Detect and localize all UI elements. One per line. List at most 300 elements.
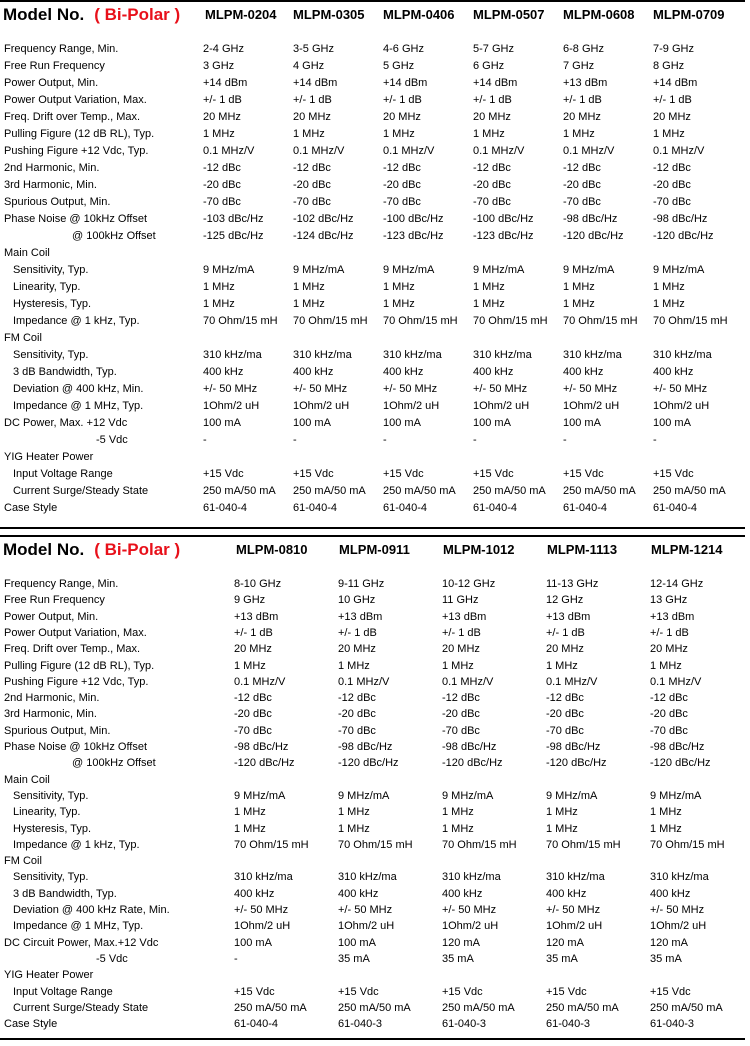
spec-value: 1 MHz xyxy=(546,806,578,819)
spec-value: 1Ohm/2 uH xyxy=(383,400,440,412)
spec-value: 3-5 GHz xyxy=(293,43,334,55)
spec-value: 70 Ohm/15 mH xyxy=(234,838,309,851)
spec-value: 7 GHz xyxy=(563,60,595,72)
spec-value: 250 mA/50 mA xyxy=(338,1001,411,1014)
model-number: MLPM-0911 xyxy=(339,542,410,557)
spec-value: 0.1 MHz/V xyxy=(338,675,390,688)
spec-value: 20 MHz xyxy=(234,643,272,656)
spec-value: 310 kHz/ma xyxy=(650,871,709,884)
spec-value: +13 dBm xyxy=(234,610,279,623)
spec-value: 1 MHz xyxy=(563,128,595,140)
spec-value: -12 dBc xyxy=(650,692,688,705)
spec-value: 1Ohm/2 uH xyxy=(653,400,710,412)
spec-label: Input Voltage Range xyxy=(13,468,113,480)
model-number: MLPM-0507 xyxy=(473,7,545,22)
spec-value: 20 MHz xyxy=(473,111,511,123)
spec-value: 400 kHz xyxy=(653,366,694,378)
spec-value: -70 dBc xyxy=(650,724,688,737)
spec-value: +/- 50 MHz xyxy=(563,383,618,395)
spec-value: 120 mA xyxy=(546,936,584,949)
spec-value: 1 MHz xyxy=(546,659,578,672)
spec-value: -12 dBc xyxy=(653,162,691,174)
spec-row xyxy=(0,415,750,432)
spec-value: 1Ohm/2 uH xyxy=(442,920,499,933)
spec-value: -20 dBc xyxy=(203,179,241,191)
spec-label: Sensitivity, Typ. xyxy=(13,871,89,884)
spec-value: 0.1 MHz/V xyxy=(442,675,494,688)
spec-label: Power Output, Min. xyxy=(4,610,99,623)
spec-value: +/- 1 dB xyxy=(203,94,242,106)
spec-row xyxy=(0,658,750,675)
spec-row xyxy=(0,641,750,658)
spec-value: -70 dBc xyxy=(338,724,376,737)
spec-value: 100 mA xyxy=(473,417,511,429)
spec-value: 0.1 MHz/V xyxy=(546,675,598,688)
spec-row xyxy=(0,1000,750,1017)
spec-row xyxy=(0,886,750,903)
spec-value: 1 MHz xyxy=(293,281,325,293)
spec-value: +13 dBm xyxy=(650,610,695,623)
spec-value: -12 dBc xyxy=(546,692,584,705)
model-number: MLPM-1012 xyxy=(443,542,515,557)
spec-value: 35 mA xyxy=(442,952,474,965)
spec-value: -20 dBc xyxy=(546,708,584,721)
spec-row xyxy=(0,449,750,466)
spec-value: -102 dBc/Hz xyxy=(293,213,354,225)
spec-row xyxy=(0,723,750,740)
spec-value: -12 dBc xyxy=(473,162,511,174)
spec-row xyxy=(0,143,750,160)
spec-value: 9 MHz/mA xyxy=(442,789,494,802)
spec-value: 5 GHz xyxy=(383,60,415,72)
spec-value: -100 dBc/Hz xyxy=(473,213,534,225)
spec-label: Power Output, Min. xyxy=(4,77,99,89)
spec-value: -120 dBc/Hz xyxy=(653,230,714,242)
spec-value: 9 MHz/mA xyxy=(293,264,345,276)
spec-value: 1Ohm/2 uH xyxy=(546,920,603,933)
spec-value: -70 dBc xyxy=(234,724,272,737)
spec-value: - xyxy=(653,434,657,446)
spec-value: 70 Ohm/15 mH xyxy=(473,315,548,327)
spec-row xyxy=(0,211,750,228)
spec-label: Pushing Figure +12 Vdc, Typ. xyxy=(4,145,149,157)
spec-value: 1 MHz xyxy=(234,822,266,835)
spec-row xyxy=(0,41,750,58)
spec-value: 310 kHz/ma xyxy=(653,349,712,361)
spec-value: 400 kHz xyxy=(473,366,514,378)
spec-value: 250 mA/50 mA xyxy=(383,485,456,497)
spec-row xyxy=(0,330,750,347)
spec-value: 1 MHz xyxy=(653,128,685,140)
spec-row xyxy=(0,126,750,143)
header-divider xyxy=(0,0,745,2)
spec-value: +15 Vdc xyxy=(338,985,379,998)
spec-value: 35 mA xyxy=(338,952,370,965)
model-number: MLPM-0709 xyxy=(653,7,725,22)
spec-value: 1Ohm/2 uH xyxy=(203,400,260,412)
spec-row xyxy=(0,75,750,92)
spec-value: 250 mA/50 mA xyxy=(203,485,276,497)
spec-value: -70 dBc xyxy=(203,196,241,208)
spec-value: -12 dBc xyxy=(234,692,272,705)
spec-label: Input Voltage Range xyxy=(13,985,113,998)
spec-value: -100 dBc/Hz xyxy=(383,213,444,225)
spec-value: 20 MHz xyxy=(442,643,480,656)
spec-value: 1 MHz xyxy=(383,128,415,140)
spec-value: 9 MHz/mA xyxy=(563,264,615,276)
spec-value: 1 MHz xyxy=(203,298,235,310)
spec-value: 61-040-4 xyxy=(383,502,428,514)
spec-value: 310 kHz/ma xyxy=(442,871,501,884)
spec-row xyxy=(0,313,750,330)
spec-label: @ 100kHz Offset xyxy=(72,230,156,242)
bipolar-label: ( Bi-Polar ) xyxy=(94,5,181,24)
spec-value: 250 mA/50 mA xyxy=(293,485,366,497)
spec-value: +14 dBm xyxy=(473,77,518,89)
spec-value: 400 kHz xyxy=(546,887,587,900)
spec-value: 9 MHz/mA xyxy=(653,264,705,276)
spec-value: -98 dBc/Hz xyxy=(653,213,708,225)
spec-value: 100 mA xyxy=(203,417,241,429)
spec-value: 6-8 GHz xyxy=(563,43,604,55)
model-no-label xyxy=(3,5,180,25)
spec-value: +/- 1 dB xyxy=(338,626,377,639)
spec-label: YIG Heater Power xyxy=(4,451,94,463)
spec-value: -103 dBc/Hz xyxy=(203,213,264,225)
spec-value: -20 dBc xyxy=(383,179,421,191)
spec-label: -5 Vdc xyxy=(96,952,128,965)
spec-value: -70 dBc xyxy=(653,196,691,208)
spec-label: 3 dB Bandwidth, Typ. xyxy=(13,366,117,378)
spec-label: Impedance @ 1 MHz, Typ. xyxy=(13,920,144,933)
spec-value: 400 kHz xyxy=(293,366,334,378)
model-number: MLPM-0204 xyxy=(205,7,277,22)
spec-value: 1Ohm/2 uH xyxy=(234,920,291,933)
spec-value: 1 MHz xyxy=(473,128,505,140)
spec-label: Freq. Drift over Temp., Max. xyxy=(4,111,141,123)
model-header xyxy=(0,540,750,564)
header-divider xyxy=(0,535,745,537)
spec-row xyxy=(0,902,750,919)
spec-value: 1 MHz xyxy=(383,298,415,310)
spec-value: 9-11 GHz xyxy=(338,578,385,590)
spec-label: Free Run Frequency xyxy=(4,60,105,72)
spec-value: 100 mA xyxy=(563,417,601,429)
spec-value: 9 MHz/mA xyxy=(383,264,435,276)
spec-value: 70 Ohm/15 mH xyxy=(338,838,413,851)
spec-row xyxy=(0,483,750,500)
spec-row xyxy=(0,869,750,886)
spec-row xyxy=(0,262,750,279)
spec-value: -120 dBc/Hz xyxy=(563,230,624,242)
spec-label: Phase Noise @ 10kHz Offset xyxy=(4,741,148,753)
spec-value: 70 Ohm/15 mH xyxy=(442,838,517,851)
spec-value: +15 Vdc xyxy=(293,468,334,480)
spec-label: Deviation @ 400 kHz, Min. xyxy=(13,383,144,395)
spec-row xyxy=(0,1016,750,1033)
spec-value: 5-7 GHz xyxy=(473,43,514,55)
spec-row xyxy=(0,432,750,449)
spec-value: 35 mA xyxy=(546,952,578,965)
spec-value: +14 dBm xyxy=(203,77,248,89)
spec-value: 400 kHz xyxy=(650,887,691,900)
spec-value: +/- 50 MHz xyxy=(546,904,601,916)
spec-value: -120 dBc/Hz xyxy=(442,757,503,770)
spec-value: -20 dBc xyxy=(473,179,511,191)
spec-row xyxy=(0,837,750,854)
spec-value: 70 Ohm/15 mH xyxy=(203,315,278,327)
spec-value: +/- 50 MHz xyxy=(338,904,393,916)
spec-value: 310 kHz/ma xyxy=(383,349,442,361)
spec-label: Linearity, Typ. xyxy=(13,281,81,293)
spec-value: +13 dBm xyxy=(442,610,487,623)
spec-value: 0.1 MHz/V xyxy=(234,675,286,688)
spec-value: 400 kHz xyxy=(563,366,604,378)
spec-row xyxy=(0,984,750,1001)
spec-value: 120 mA xyxy=(650,936,688,949)
spec-value: 310 kHz/ma xyxy=(473,349,532,361)
spec-value: -98 dBc/Hz xyxy=(442,741,497,753)
model-number: MLPM-0608 xyxy=(563,7,635,22)
spec-value: 1 MHz xyxy=(234,806,266,819)
spec-value: 1 MHz xyxy=(653,298,685,310)
spec-label: Sensitivity, Typ. xyxy=(13,264,89,276)
spec-value: 250 mA/50 mA xyxy=(546,1001,619,1014)
spec-row xyxy=(0,245,750,262)
spec-label: Phase Noise @ 10kHz Offset xyxy=(4,213,148,225)
spec-value: -70 dBc xyxy=(473,196,511,208)
spec-label: Hysteresis, Typ. xyxy=(13,822,92,835)
spec-value: 61-040-4 xyxy=(293,502,338,514)
spec-label: 2nd Harmonic, Min. xyxy=(4,692,100,705)
spec-row xyxy=(0,296,750,313)
spec-value: +/- 1 dB xyxy=(383,94,422,106)
spec-value: 400 kHz xyxy=(383,366,424,378)
spec-value: 250 mA/50 mA xyxy=(563,485,636,497)
section-bottom-divider xyxy=(0,1038,745,1040)
spec-label: Deviation @ 400 kHz Rate, Min. xyxy=(13,904,170,916)
spec-value: -20 dBc xyxy=(653,179,691,191)
spec-value: - xyxy=(293,434,297,446)
spec-row xyxy=(0,853,750,870)
spec-value: 400 kHz xyxy=(338,887,379,900)
spec-value: - xyxy=(234,952,238,965)
spec-value: 100 mA xyxy=(338,936,376,949)
spec-label: 3rd Harmonic, Min. xyxy=(4,708,97,721)
spec-value: +/- 50 MHz xyxy=(653,383,708,395)
spec-row xyxy=(0,500,750,517)
spec-value: 1 MHz xyxy=(546,822,578,835)
spec-value: -70 dBc xyxy=(293,196,331,208)
spec-row xyxy=(0,788,750,805)
spec-value: - xyxy=(383,434,387,446)
spec-value: 1 MHz xyxy=(650,822,682,835)
spec-value: 70 Ohm/15 mH xyxy=(563,315,638,327)
spec-row xyxy=(0,228,750,245)
spec-value: +/- 50 MHz xyxy=(650,904,705,916)
spec-value: 1 MHz xyxy=(338,806,370,819)
spec-row xyxy=(0,466,750,483)
spec-value: +/- 1 dB xyxy=(653,94,692,106)
spec-value: -12 dBc xyxy=(338,692,376,705)
spec-row xyxy=(0,109,750,126)
model-number: MLPM-0406 xyxy=(383,7,455,22)
model-no-text: Model No. xyxy=(3,540,85,559)
spec-value: +13 dBm xyxy=(546,610,591,623)
spec-value: 310 kHz/ma xyxy=(338,871,397,884)
spec-value: -12 dBc xyxy=(563,162,601,174)
spec-value: - xyxy=(563,434,567,446)
spec-value: +/- 50 MHz xyxy=(234,904,289,916)
spec-value: 9 GHz xyxy=(234,594,266,607)
spec-value: 20 MHz xyxy=(383,111,421,123)
bipolar-label: ( Bi-Polar ) xyxy=(94,540,181,559)
spec-row xyxy=(0,804,750,821)
spec-value: 8 GHz xyxy=(653,60,685,72)
spec-value: +/- 50 MHz xyxy=(473,383,528,395)
spec-value: -124 dBc/Hz xyxy=(293,230,354,242)
spec-value: +/- 1 dB xyxy=(563,94,602,106)
spec-row xyxy=(0,918,750,935)
spec-value: 10-12 GHz xyxy=(442,578,496,590)
spec-value: -98 dBc/Hz xyxy=(563,213,618,225)
spec-value: 61-040-3 xyxy=(650,1018,695,1031)
spec-value: -20 dBc xyxy=(338,708,376,721)
spec-value: 9 MHz/mA xyxy=(546,789,598,802)
spec-value: 8-10 GHz xyxy=(234,578,282,590)
spec-label: Pulling Figure (12 dB RL), Typ. xyxy=(4,659,155,672)
spec-value: +/- 50 MHz xyxy=(293,383,348,395)
spec-value: 1Ohm/2 uH xyxy=(473,400,530,412)
spec-value: 250 mA/50 mA xyxy=(234,1001,307,1014)
spec-value: 6 GHz xyxy=(473,60,505,72)
spec-value: 61-040-4 xyxy=(203,502,248,514)
spec-value: -120 dBc/Hz xyxy=(650,757,711,770)
spec-value: 1 MHz xyxy=(650,806,682,819)
spec-value: +15 Vdc xyxy=(653,468,694,480)
model-no-label xyxy=(3,540,180,560)
spec-label: Power Output Variation, Max. xyxy=(4,626,147,639)
spec-value: -98 dBc/Hz xyxy=(234,741,289,753)
spec-value: -12 dBc xyxy=(203,162,241,174)
spec-value: 400 kHz xyxy=(203,366,244,378)
spec-value: +/- 1 dB xyxy=(234,626,273,639)
spec-value: 9 MHz/mA xyxy=(473,264,525,276)
spec-value: -98 dBc/Hz xyxy=(546,741,601,753)
spec-row xyxy=(0,381,750,398)
spec-value: 12 GHz xyxy=(546,594,584,607)
spec-value: 100 mA xyxy=(293,417,331,429)
spec-row xyxy=(0,625,750,642)
spec-value: 310 kHz/ma xyxy=(293,349,352,361)
spec-value: +15 Vdc xyxy=(546,985,587,998)
spec-value: +15 Vdc xyxy=(234,985,275,998)
spec-value: 11 GHz xyxy=(442,594,479,607)
spec-value: 20 MHz xyxy=(203,111,241,123)
spec-value: 1 MHz xyxy=(203,128,235,140)
spec-label: Frequency Range, Min. xyxy=(4,578,119,590)
spec-value: 310 kHz/ma xyxy=(563,349,622,361)
spec-row xyxy=(0,592,750,609)
spec-label: Impedance @ 1 kHz, Typ. xyxy=(13,315,140,327)
spec-label: Hysteresis, Typ. xyxy=(13,298,92,310)
spec-value: -125 dBc/Hz xyxy=(203,230,264,242)
model-no-text: Model No. xyxy=(3,5,85,24)
spec-value: 310 kHz/ma xyxy=(234,871,293,884)
spec-value: 1 MHz xyxy=(293,298,325,310)
spec-value: +15 Vdc xyxy=(650,985,691,998)
spec-value: -20 dBc xyxy=(293,179,331,191)
spec-value: - xyxy=(203,434,207,446)
spec-value: 20 MHz xyxy=(563,111,601,123)
spec-label: Spurious Output, Min. xyxy=(4,196,111,208)
spec-label: Current Surge/Steady State xyxy=(13,485,149,497)
spec-value: +/- 1 dB xyxy=(442,626,481,639)
spec-value: 20 MHz xyxy=(650,643,688,656)
spec-value: 70 Ohm/15 mH xyxy=(383,315,458,327)
spec-label: -5 Vdc xyxy=(96,434,128,446)
spec-row xyxy=(0,739,750,756)
spec-value: -120 dBc/Hz xyxy=(546,757,607,770)
spec-label: @ 100kHz Offset xyxy=(72,757,156,770)
spec-value: +14 dBm xyxy=(653,77,698,89)
spec-value: +/- 50 MHz xyxy=(383,383,438,395)
spec-value: +13 dBm xyxy=(338,610,383,623)
spec-label: Linearity, Typ. xyxy=(13,806,81,819)
spec-value: 250 mA/50 mA xyxy=(442,1001,515,1014)
spec-label: Main Coil xyxy=(4,247,50,259)
spec-value: 61-040-4 xyxy=(563,502,608,514)
spec-value: 3 GHz xyxy=(203,60,235,72)
spec-value: 1 MHz xyxy=(563,281,595,293)
spec-label: Pushing Figure +12 Vdc, Typ. xyxy=(4,675,149,688)
spec-value: +/- 1 dB xyxy=(293,94,332,106)
spec-value: 100 mA xyxy=(234,936,272,949)
spec-value: -70 dBc xyxy=(383,196,421,208)
spec-value: 9 MHz/mA xyxy=(203,264,255,276)
spec-value: -98 dBc/Hz xyxy=(338,741,393,753)
spec-value: +14 dBm xyxy=(383,77,428,89)
spec-row xyxy=(0,821,750,838)
spec-row xyxy=(0,690,750,707)
spec-value: 61-040-4 xyxy=(234,1018,279,1031)
spec-value: 1 MHz xyxy=(563,298,595,310)
spec-label: Sensitivity, Typ. xyxy=(13,349,89,361)
spec-value: 310 kHz/ma xyxy=(203,349,262,361)
spec-value: 61-040-4 xyxy=(473,502,518,514)
spec-row xyxy=(0,160,750,177)
spec-value: 310 kHz/ma xyxy=(546,871,605,884)
spec-value: +/- 1 dB xyxy=(473,94,512,106)
spec-label: Current Surge/Steady State xyxy=(13,1001,149,1014)
spec-value: 400 kHz xyxy=(442,887,483,900)
spec-label: FM Coil xyxy=(4,332,42,344)
spec-label: Impedance @ 1 MHz, Typ. xyxy=(13,400,144,412)
spec-value: +15 Vdc xyxy=(563,468,604,480)
spec-value: 61-040-3 xyxy=(442,1018,487,1031)
spec-value: -12 dBc xyxy=(383,162,421,174)
spec-value: 1 MHz xyxy=(653,281,685,293)
spec-value: 70 Ohm/15 mH xyxy=(653,315,728,327)
spec-row xyxy=(0,177,750,194)
spec-row xyxy=(0,92,750,109)
spec-row xyxy=(0,347,750,364)
spec-value: 400 kHz xyxy=(234,887,275,900)
spec-row xyxy=(0,935,750,952)
spec-label: DC Circuit Power, Max.+12 Vdc xyxy=(4,936,159,949)
spec-row xyxy=(0,576,750,593)
spec-value: 1 MHz xyxy=(203,281,235,293)
